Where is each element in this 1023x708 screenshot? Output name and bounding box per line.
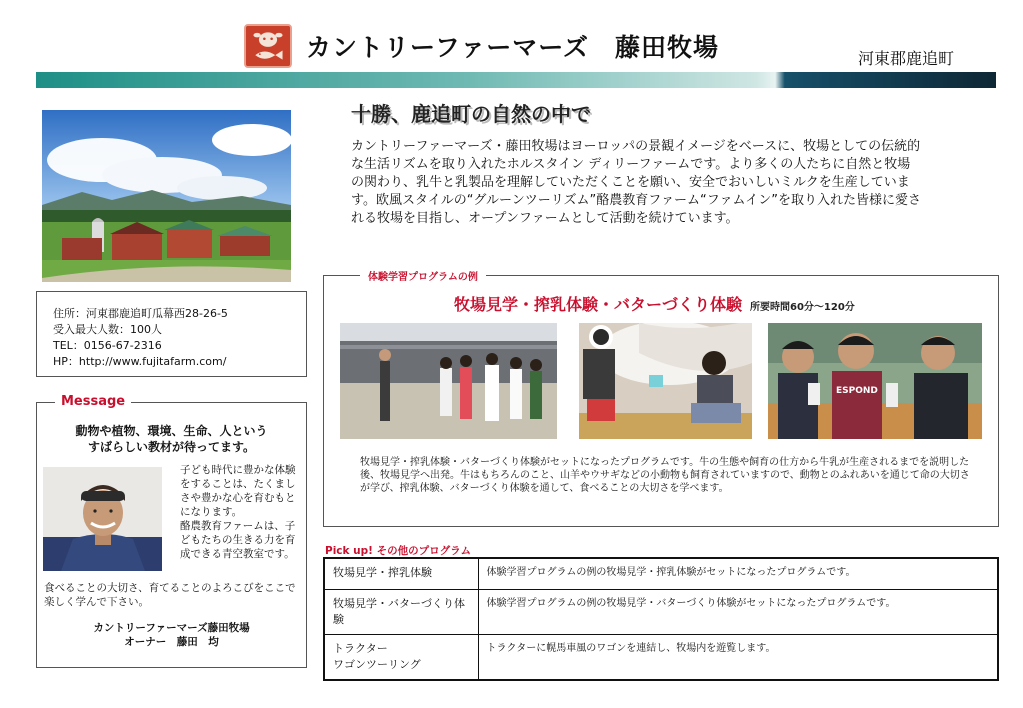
- program-desc-cell: 体験学習プログラムの例の牧場見学・バターづくり体験がセットになったプログラムです。: [478, 589, 998, 634]
- program-title-row: [454, 292, 855, 315]
- intro-text: カントリーファーマーズ・藤田牧場はヨーロッパの景観イメージをベースに、牧場としての伝統的な生活リズムを取り入れたホルスタイン ディリーファームです。より多くの人たちに自然と牧場の関わり、乳牛と乳製品を理解していただくことを願い、安全でおいしいミルクを生産しています。欧風スタイルの“グルーンツーリズム”酪農教育ファーム“ファムイン”を取り入れた皆様に愛される牧場を目指し、オープンファームとして活動を続けています。: [351, 139, 921, 226]
- message-headline-line2: すばらしい教材が待ってます。: [87, 440, 256, 454]
- program-name-line2: ワゴンツーリング: [333, 657, 421, 671]
- message-box: [36, 394, 307, 668]
- header-band: [36, 72, 996, 88]
- farm-tour-photo: [340, 323, 557, 439]
- message-label: Message: [55, 394, 131, 409]
- program-name-cell: 牧場見学・搾乳体験: [324, 558, 478, 589]
- intro-heading: 十勝、鹿追町の自然の中で: [351, 102, 591, 126]
- program-duration: 所要時間60分～120分: [750, 302, 855, 313]
- cow-fish-logo-icon: [246, 26, 290, 66]
- owner-photo: [43, 467, 162, 571]
- program-box: [323, 272, 999, 527]
- message-body-para1: 子ども時代に豊かな体験をすることは、たくましさや豊かな心を育むもとになります。: [180, 464, 296, 518]
- milking-photo: [579, 323, 752, 439]
- program-desc-cell: トラクターに幌馬車風のワゴンを連結し、牧場内を遊覧します。: [478, 634, 998, 680]
- address-text: 住所：河東郡鹿追町瓜幕西28-26-5: [53, 307, 228, 320]
- table-row: [324, 589, 998, 634]
- program-label: 体験学習プログラムの例: [360, 268, 486, 283]
- program-name-cell: 牧場見学・バターづくり体験: [324, 589, 478, 634]
- program-desc-cell: 体験学習プログラムの例の牧場見学・搾乳体験がセットになったプログラムです。: [478, 558, 998, 589]
- butter-making-photo: [768, 323, 982, 439]
- message-tail: 食べることの大切さ、育てることのよろこびをここで楽しく学んで下さい。: [44, 582, 296, 608]
- program-title: 牧場見学・搾乳体験・バターづくり体験: [454, 295, 743, 314]
- message-headline: [37, 423, 306, 455]
- program-description: 牧場見学・搾乳体験・バターづくり体験がセットになったプログラムです。牛の生態や飼育の仕方から牛乳が生産されるまでを説明した後、牧場見学へ出発。牛はもちろんのこと、山羊やウサギなどの小動物も飼育されていますので、動物とのふれあいを通じて命の大切さが学び、搾乳体験、バターづくり体験を通して、食べることの大切さを学べます。: [360, 457, 970, 494]
- program-name-cell: [324, 634, 478, 680]
- farm-info-box: [36, 291, 307, 377]
- table-row: [324, 634, 998, 680]
- message-body-para2: 酪農教育ファームは、子どもたちの生きる力を育成できる青空教室です。: [180, 520, 296, 560]
- location-label: 河東郡鹿追町: [858, 49, 955, 68]
- svg-text:ESPOND: ESPOND: [836, 386, 878, 396]
- signature-farm: カントリーファーマーズ藤田牧場: [93, 622, 250, 634]
- homepage-link[interactable]: HP：http://www.fujitafarm.com/: [53, 355, 227, 368]
- message-body: [180, 463, 300, 561]
- page-title: カントリーファーマーズ 藤田牧場: [306, 33, 720, 62]
- table-row: [324, 558, 998, 589]
- message-signature: [37, 621, 306, 649]
- capacity-text: 受入最大人数：100人: [53, 323, 162, 336]
- farm-logo: [244, 24, 292, 68]
- farm-landscape-photo: [42, 110, 291, 282]
- signature-owner: オーナー 藤田 均: [124, 636, 219, 648]
- program-name-line1: トラクター: [333, 641, 388, 655]
- pickup-label: Pick up! その他のプログラム: [325, 545, 471, 557]
- message-headline-line1: 動物や植物、環境、生命、人という: [75, 424, 268, 438]
- tel-text: TEL：0156-67-2316: [53, 339, 162, 352]
- pickup-table: [323, 557, 999, 681]
